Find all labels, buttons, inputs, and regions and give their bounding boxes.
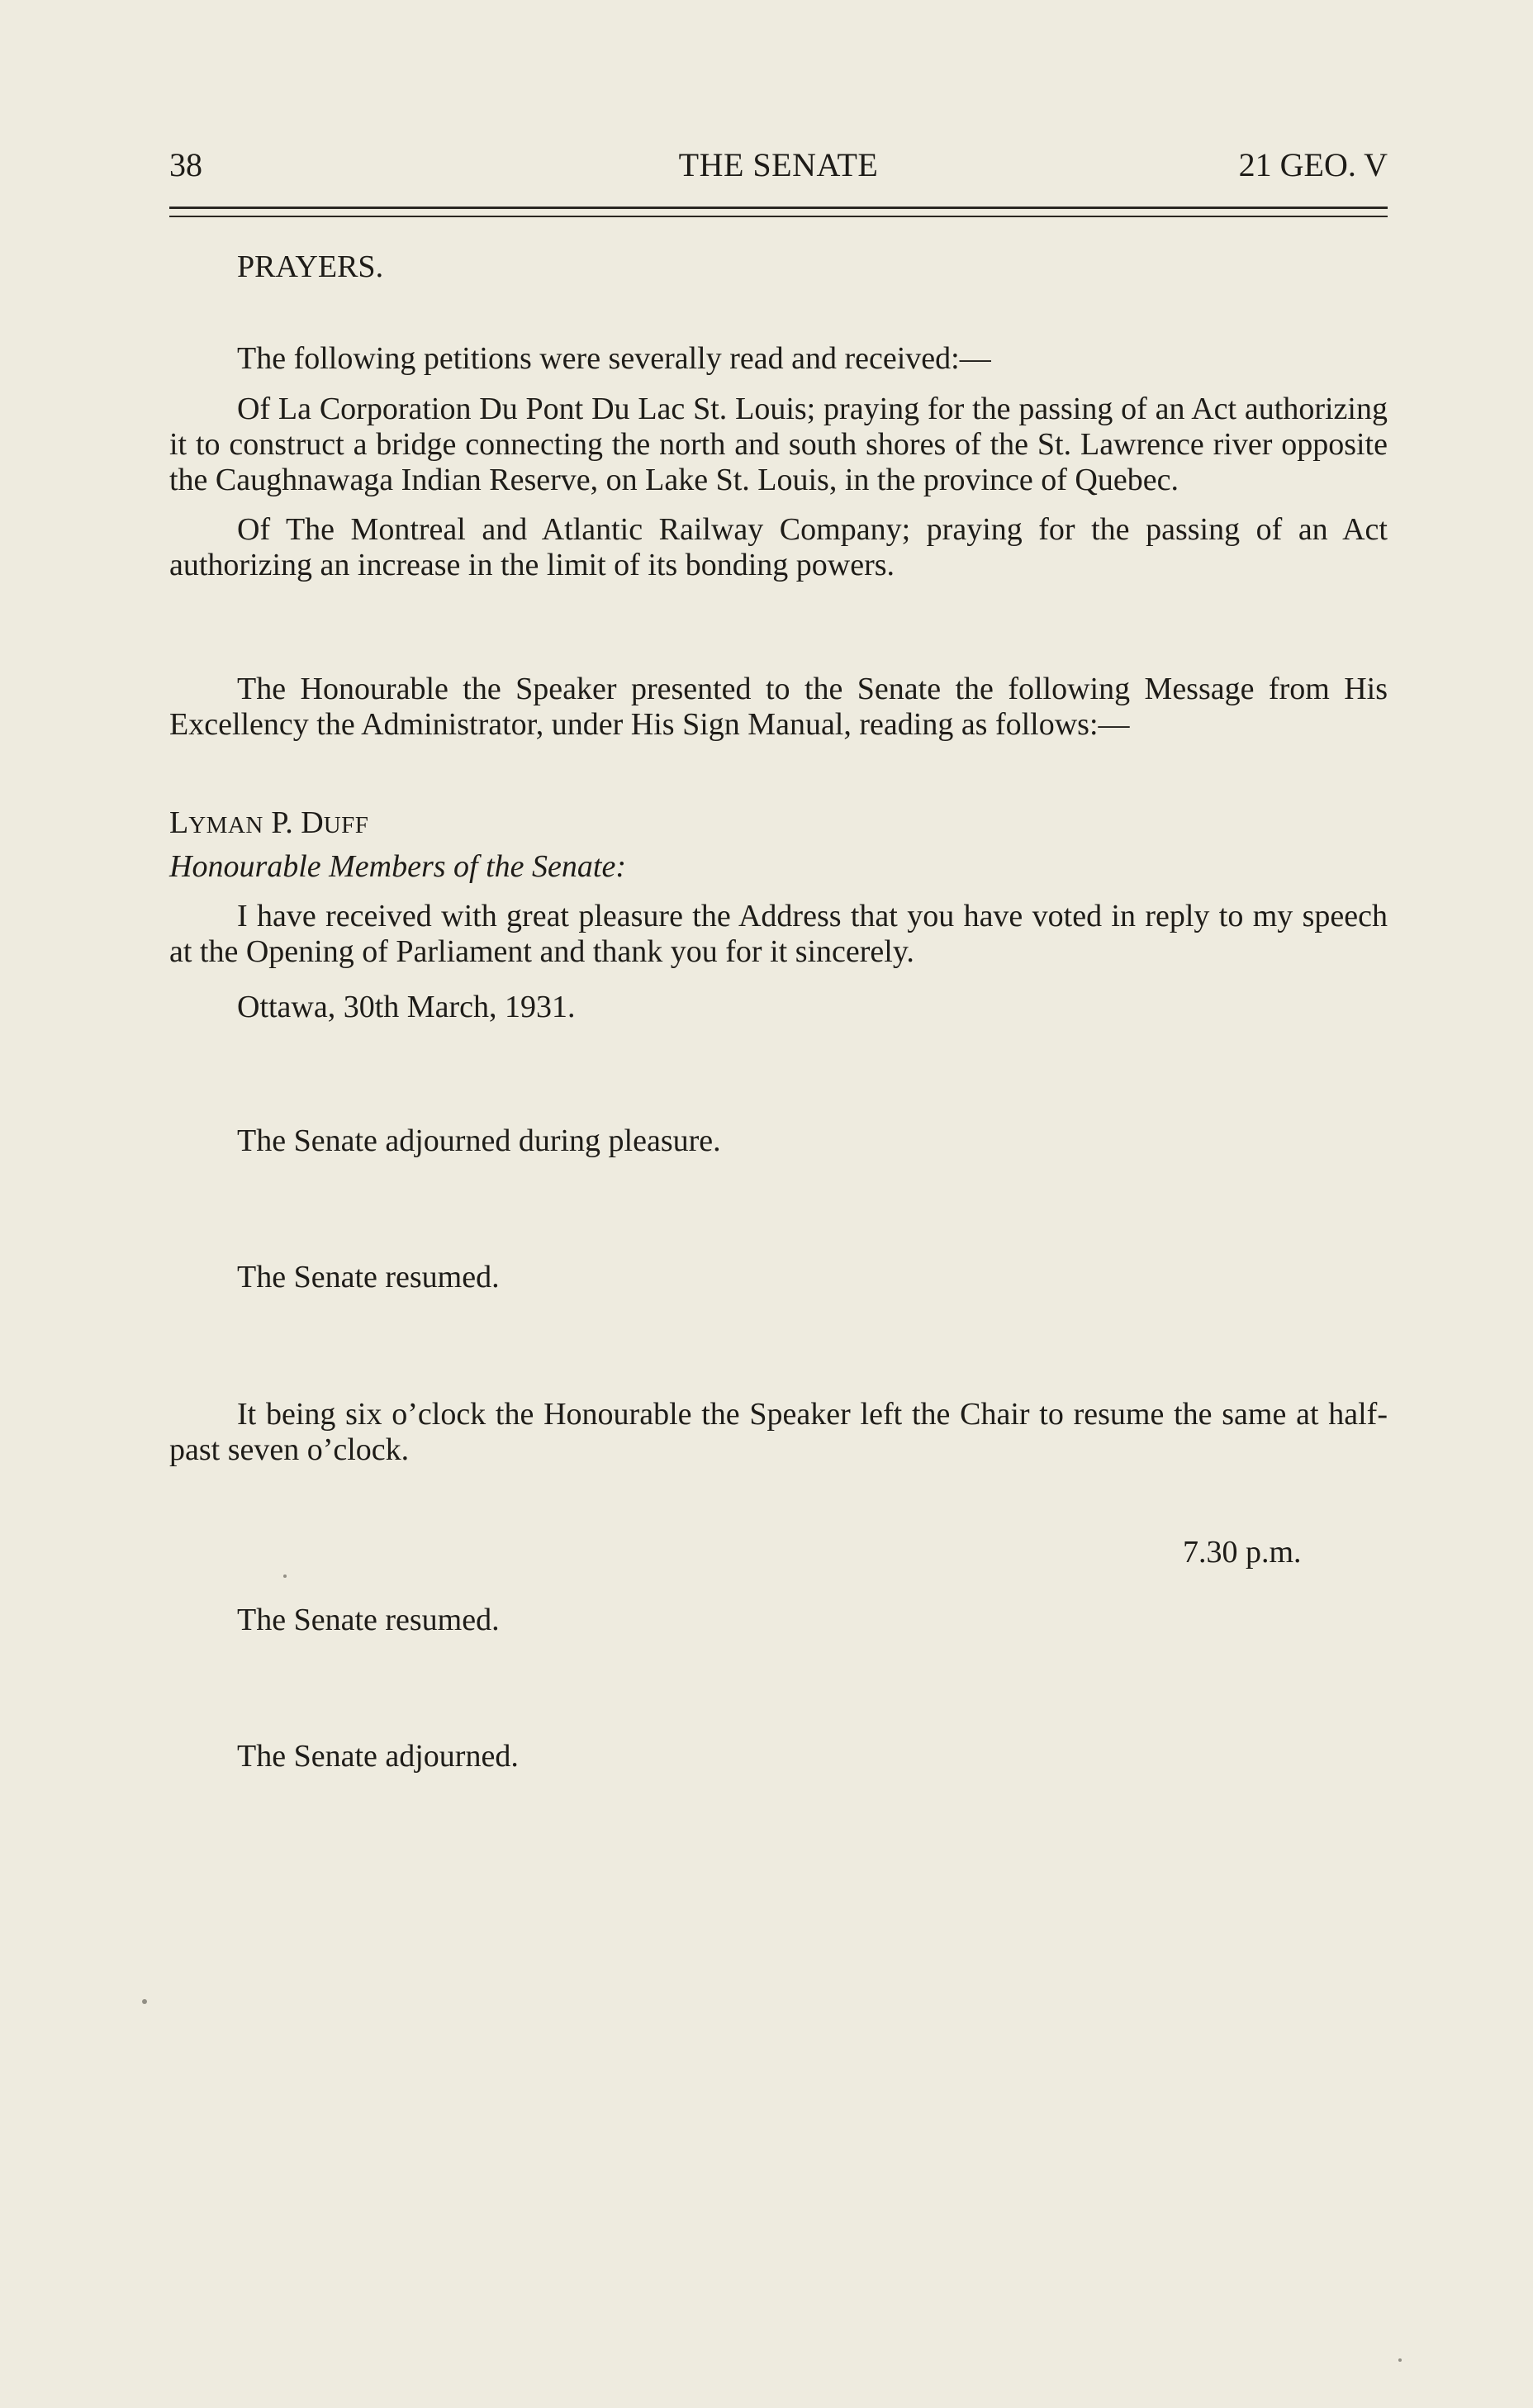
senate-adjourned: The Senate adjourned. [237, 1739, 519, 1774]
adjourned-during-pleasure: The Senate adjourned during pleasure. [237, 1123, 721, 1158]
petition-item: Of The Montreal and Atlantic Railway Company; praying for the passing of an Act authorizing an increase in the limit of its bonding powers. [169, 512, 1388, 582]
senate-resumed-2: The Senate resumed. [237, 1603, 500, 1637]
regnal-year: 21 GEO. V [1238, 146, 1388, 183]
page-title: THE SENATE [678, 146, 879, 183]
message-intro: The Honourable the Speaker presented to the Senate the following Message from His Excellency the Administrator, under His Sign Manual, reading as follows:— [169, 672, 1388, 742]
six-oclock-entry: It being six o’clock the Honourable the Speaker left the Chair to resume the same at half-past seven o’clock. [169, 1397, 1388, 1467]
paper-speck [142, 1999, 147, 2004]
petitions-intro: The following petitions were severally read and received:— [237, 341, 991, 376]
page-number: 38 [169, 146, 202, 183]
message-salutation: Honourable Members of the Senate: [169, 849, 626, 884]
prayers-heading: PRAYERS. [237, 249, 384, 284]
senate-resumed-1: The Senate resumed. [237, 1260, 500, 1294]
paper-speck [1398, 2358, 1402, 2362]
message-body: I have received with great pleasure the Address that you have voted in reply to my speech at the Opening of Parliament and thank you for it sincerely. [169, 899, 1388, 969]
paper-speck [283, 1574, 287, 1578]
petition-item: Of La Corporation Du Pont Du Lac St. Louis; praying for the passing of an Act authorizing it to construct a bridge connecting the north and south shores of the St. Lawrence river opposite the Caughnawaga Indian Reserve, on Lake St. Louis, in the province of Quebec. [169, 392, 1388, 497]
header-rule-top [169, 207, 1388, 209]
message-signature: LYMAN P. DUFF [169, 805, 369, 840]
running-head [169, 142, 1388, 188]
petitions-list [169, 392, 1388, 583]
evening-time: 7.30 p.m. [1183, 1535, 1302, 1570]
message-dateline: Ottawa, 30th March, 1931. [237, 990, 576, 1024]
header-rule-bottom [169, 216, 1388, 217]
